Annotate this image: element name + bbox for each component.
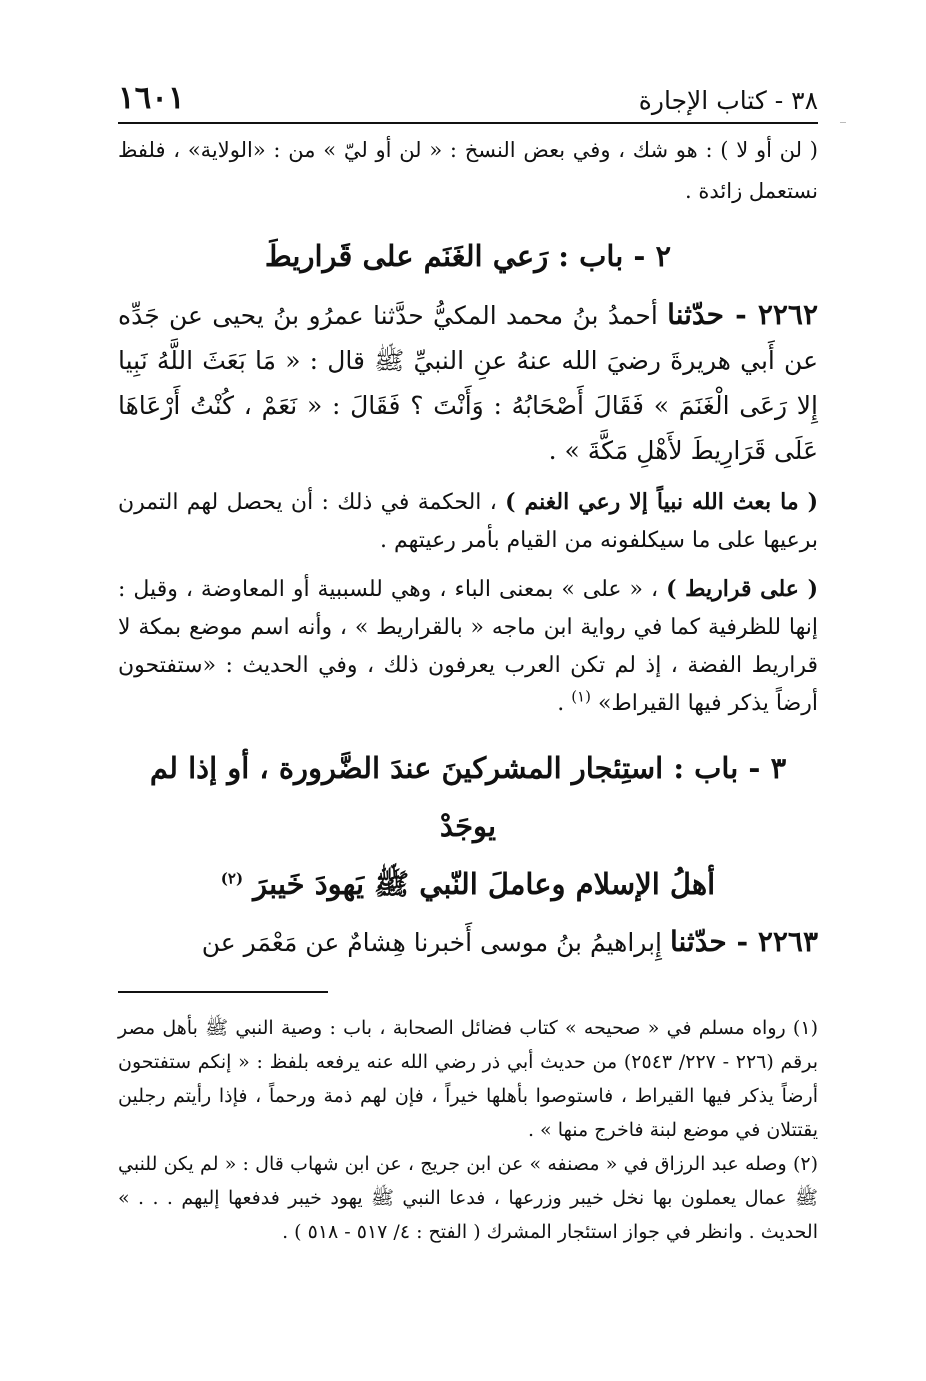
footnote-ref-2[interactable]: (٢)	[220, 869, 244, 888]
page-header	[118, 78, 818, 124]
running-title: ٣٨ - كتاب الإجارة	[638, 86, 818, 115]
footnote-divider	[118, 991, 328, 993]
footnote-ref-1[interactable]: (١)	[571, 687, 591, 706]
chapter-heading-line-2-text: أهلُ الإسلام وعاملَ النّبي ﷺ يَهودَ خَيبرَ	[253, 867, 716, 901]
footnotes	[118, 1011, 818, 1249]
hadith-2263	[118, 919, 818, 965]
commentary-text: ، « على » بمعنى الباء ، وهي للسببية أو المعاوضة ، وقيل : إنها للظرفية كما في رواية ابن ماجه « بالقراريط » ، وأنه اسم موضع بمكة لا قراريط الفضة ، إذ لم تكن العرب يعرفون ذلك ، وفي الحديث : «ستفتحون أرضاً يذكر فيها القيراط»	[118, 577, 818, 716]
commentary-text: ، الحكمة في ذلك : أن يحصل لهم التمرن برعيها على ما سيكلفونه من القيام بأمر رعيتهم .	[118, 490, 818, 553]
page-number: ١٦٠١	[118, 80, 185, 116]
chapter-heading-line-1: ٣ - باب : استِئجار المشركينَ عندَ الضَّرورة ، أو إذا لم يوجَدْ	[149, 751, 787, 843]
hadith-text: أحمدُ بنُ محمد المكيُّ حدَّثنا عمرُو بنُ يحيى عن جَدِّه عن أَبي هريرةَ رضيَ الله عنهُ عنِ النبيِّ ﷺ قال : « مَا بَعَثَ اللَّهُ نَبِيا إِلا رَعَى الْغَنَمَ » فَقَالَ أَصْحَابُهُ : وَأَنْتَ ؟ فَقَالَ : « نَعَمْ ، كُنْتُ أَرْعَاهَا عَلَى قَرَارِيطَ لأَهْلِ مَكَّةَ » .	[118, 301, 818, 465]
hadith-text: إِبراهيمُ بنُ موسى أَخبرنا هِشامٌ عن مَعْمَر عن	[201, 928, 662, 957]
chapter-heading-1: ٢ - باب : رَعي الغَنَم على قَراريطَ	[264, 239, 672, 273]
chapter-heading-2	[118, 739, 818, 913]
chapter-heading-line-2	[118, 855, 818, 913]
commentary-end: .	[557, 691, 572, 716]
commentary-2	[118, 570, 818, 723]
footnote-2: (٢) وصله عبد الرزاق في « مصنفه » عن ابن جريج ، عن ابن شهاب قال : « لم يكن للنبي ﷺ عمال يعملون بها نخل خيبر وزرعها ، فدعا النبي ﷺ يهود خيبر فدفعها إليهم . . . » الحديث . وانظر في جواز استئجار المشرك ( الفتح : ٤/ ٥١٧ - ٥١٨ ) .	[118, 1153, 818, 1243]
book-page	[118, 78, 818, 1308]
commentary-lemma: ( ما بعث الله نبياً إلا رعي الغنم )	[505, 489, 818, 515]
hadith-number-lead: ٢٢٦٢ - حدّثنا	[667, 298, 818, 331]
hadith-2262	[118, 292, 818, 473]
footnote-1: (١) رواه مسلم في « صحيحه » كتاب فضائل الصحابة ، باب : وصية النبي ﷺ بأهل مصر برقم (٢٢٦ - ٢٢٧/ ٢٥٤٣) من حديث أبي ذر رضي الله عنه يرفعه بلفظ : « إنكم ستفتحون أرضاً يذكر فيها القيراط ، فاستوصوا بأهلها خيراً ، فإن لهم ذمة ورحماً ، فإذا رأيتم رجلين يقتتلان في موضع لبنة فاخرج منها » .	[118, 1017, 818, 1141]
hadith-number-lead: ٢٢٦٣ - حدّثنا	[669, 925, 818, 958]
commentary-lemma: ( على قراريط )	[666, 576, 818, 602]
commentary-1	[118, 483, 818, 560]
intro-note: ( لن أو لا ) : هو شك ، وفي بعض النسخ : « لن أو ليّ » من : «الولاية» ، فلفظ نستعمل زائدة .	[118, 138, 818, 203]
scan-speck	[840, 122, 846, 123]
